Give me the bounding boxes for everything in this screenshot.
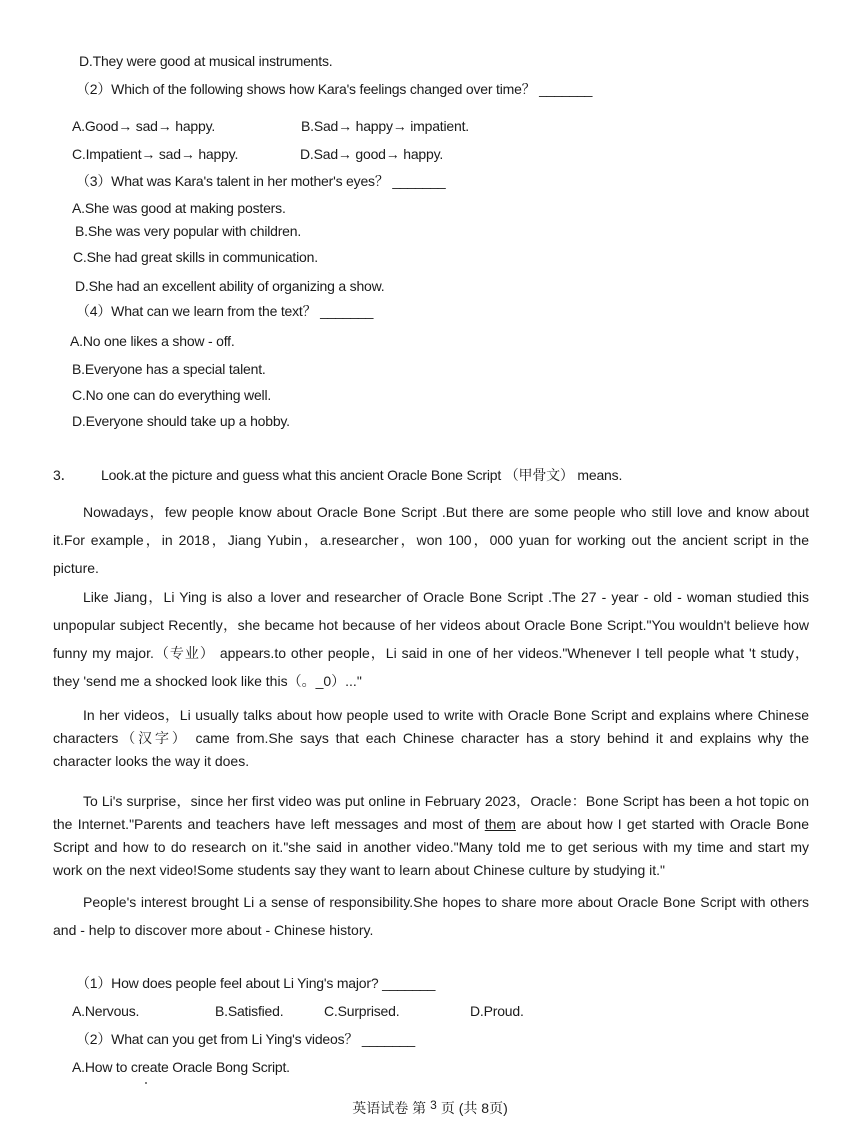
option-c: C.Surprised. bbox=[324, 1003, 400, 1019]
footer-prefix: 英语试卷 第 bbox=[352, 1100, 427, 1116]
option-d: D.She had an excellent ability of organizing a show. bbox=[75, 278, 385, 294]
option-b: B.Satisfied. bbox=[215, 1003, 284, 1019]
passage-paragraph-5 bbox=[53, 888, 809, 944]
passage-paragraph-3 bbox=[53, 704, 809, 773]
option-c: C.Impatient→ sad→ happy. bbox=[72, 146, 239, 162]
option-b: B.Sad→ happy→ impatient. bbox=[301, 118, 469, 134]
paragraph-text: Nowadays，few people know about Oracle Bone Script .But there are some people who still love and know about it.For example，in 2018，Jiang Yubin，a.researcher，won 100，000 yuan for working out the ancient script in the picture. bbox=[53, 504, 809, 576]
passage-paragraph-4 bbox=[53, 790, 809, 882]
option-a: A.How to create Oracle Bong Script. bbox=[72, 1059, 290, 1075]
option-c: C.She had great skills in communication. bbox=[73, 249, 318, 265]
option-a: A.No one likes a show - off. bbox=[70, 333, 235, 349]
question-number: 3． bbox=[53, 467, 75, 483]
option-a: A.Nervous. bbox=[72, 1003, 140, 1019]
passage-paragraph-1 bbox=[53, 498, 809, 582]
paragraph-text: People's interest brought Li a sense of responsibility.She hopes to share more about Oracle Bone Script with others and - help to discover more about - Chinese history. bbox=[53, 894, 809, 938]
paragraph-text: Like Jiang，Li Ying is also a lover and researcher of Oracle Bone Script .The 27 - year - old - woman studied this unpopular subject Recently，she became hot because of her videos about Oracle Bone Script."You wouldn't believe how funny my major.（专业） appears.to other people，Li said in one of her videos."Whenever I tell people what 't study，they 'send me a shocked look like this（。_0）..." bbox=[53, 589, 809, 689]
page-number: 3 bbox=[430, 1098, 437, 1112]
option-b: B.Everyone has a special talent. bbox=[72, 361, 266, 377]
option-c: C.No one can do everything well. bbox=[72, 387, 272, 403]
question-2-2: （2）Which of the following shows how Kara's feelings changed over time？ _______ bbox=[76, 81, 593, 97]
paragraph-text-end: are about how I get started with Oracle Bone Script and how to do research on it."she said in another video."Many told me to get serious with my time and start my work on the next video!Some students say they want to learn about Chinese culture by studying it." bbox=[53, 816, 809, 878]
footer-suffix: 页 (共 8页) bbox=[440, 1100, 508, 1116]
option-d: D.Proud. bbox=[470, 1003, 524, 1019]
underlined-word: them bbox=[484, 816, 516, 832]
passage-paragraph-2 bbox=[53, 583, 809, 695]
question-3-2: （2）What can you get from Li Ying's videos？ _______ bbox=[76, 1031, 415, 1047]
question-2-3: （3）What was Kara's talent in her mother's eyes？ _______ bbox=[76, 173, 446, 189]
option-a: A.Good→ sad→ happy. bbox=[72, 118, 216, 134]
question-instruction: Look.at the picture and guess what this ancient Oracle Bone Script （甲骨文） means. bbox=[101, 467, 623, 483]
question-2-4: （4）What can we learn from the text？ _______ bbox=[76, 303, 374, 319]
stray-mark bbox=[145, 1082, 147, 1084]
paragraph-text: In her videos，Li usually talks about how people used to write with Oracle Bone Script and explains where Chinese characters（汉字） came from.She says that each Chinese character has a story behind it and explains why the character looks the way it does. bbox=[53, 707, 809, 769]
page-footer bbox=[0, 1098, 860, 1118]
option-d: D.Sad→ good→ happy. bbox=[300, 146, 444, 162]
option-b: B.She was very popular with children. bbox=[75, 223, 302, 239]
paragraph-text-start: To Li's surprise，since her first video was put online in February 2023，Oracle：Bone Script has been a hot topic on the Internet."Parents and teachers have left messages and most of bbox=[53, 793, 809, 832]
option-d: D.They were good at musical instruments. bbox=[79, 53, 333, 69]
option-d: D.Everyone should take up a hobby. bbox=[72, 413, 290, 429]
option-a: A.She was good at making posters. bbox=[72, 200, 286, 216]
question-3-1: （1）How does people feel about Li Ying's major? _______ bbox=[76, 975, 436, 991]
